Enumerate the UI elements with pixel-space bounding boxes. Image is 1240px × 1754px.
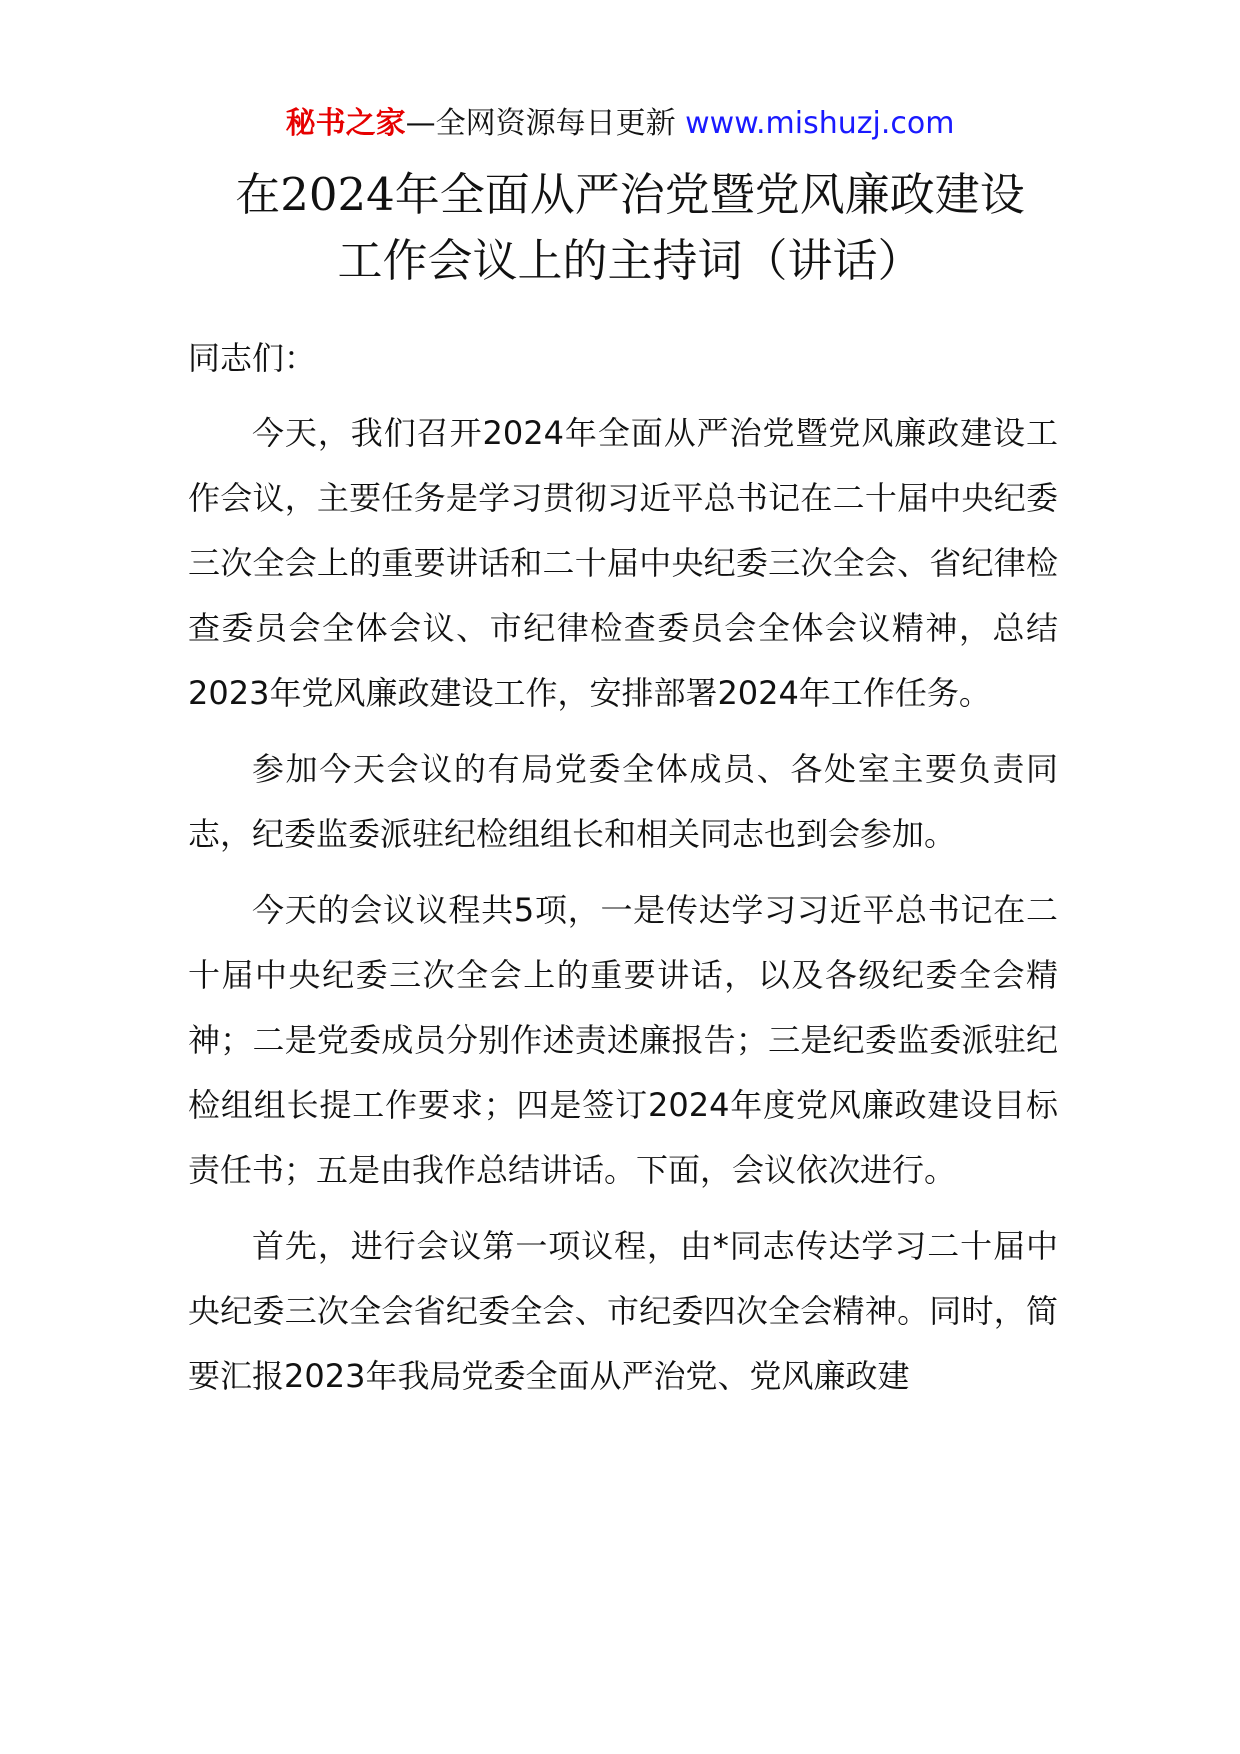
title-line-1-suffix: 年全面从严治党暨党风廉政建设	[394, 168, 1025, 221]
site-url-link[interactable]: www.mishuzj.com	[685, 106, 955, 141]
paragraph-2: 参加今天会议的有局党委全体成员、各处室主要负责同志，纪委监委派驻纪检组组长和相关同志也到会参加。	[188, 750, 1058, 853]
title-year: 2024	[280, 168, 395, 221]
document-body	[188, 326, 1058, 1420]
site-header	[0, 104, 1240, 144]
title-line-2: 工作会议上的主持词（讲话）	[337, 234, 923, 287]
brand-name: 秘书之家	[285, 106, 406, 141]
header-tagline: —全网资源每日更新	[405, 106, 686, 141]
paragraph-3: 今天的会议议程共5项，一是传达学习习近平总书记在二十届中央纪委三次全会上的重要讲话，以及各级纪委全会精神；二是党委成员分别作述责述廉报告；三是纪委监委派驻纪检组组长提工作要求；四是签订2024年度党风廉政建设目标责任书；五是由我作总结讲话。下面，会议依次进行。	[188, 891, 1058, 1189]
salutation: 同志们：	[188, 339, 317, 377]
paragraph-4: 首先，进行会议第一项议程，由*同志传达学习二十届中央纪委三次全会省纪委全会、市纪委四次全会精神。同时，简要汇报2023年我局党委全面从严治党、党风廉政建	[188, 1227, 1058, 1395]
title-line-1-prefix: 在	[235, 168, 281, 221]
document-title	[190, 162, 1070, 294]
paragraph-1: 今天，我们召开2024年全面从严治党暨党风廉政建设工作会议，主要任务是学习贯彻习近平总书记在二十届中央纪委三次全会上的重要讲话和二十届中央纪委三次全会、省纪律检查委员会全体会议、市纪律检查委员会全体会议精神，总结2023年党风廉政建设工作，安排部署2024年工作任务。	[188, 414, 1058, 712]
title-line-1	[190, 162, 1070, 228]
